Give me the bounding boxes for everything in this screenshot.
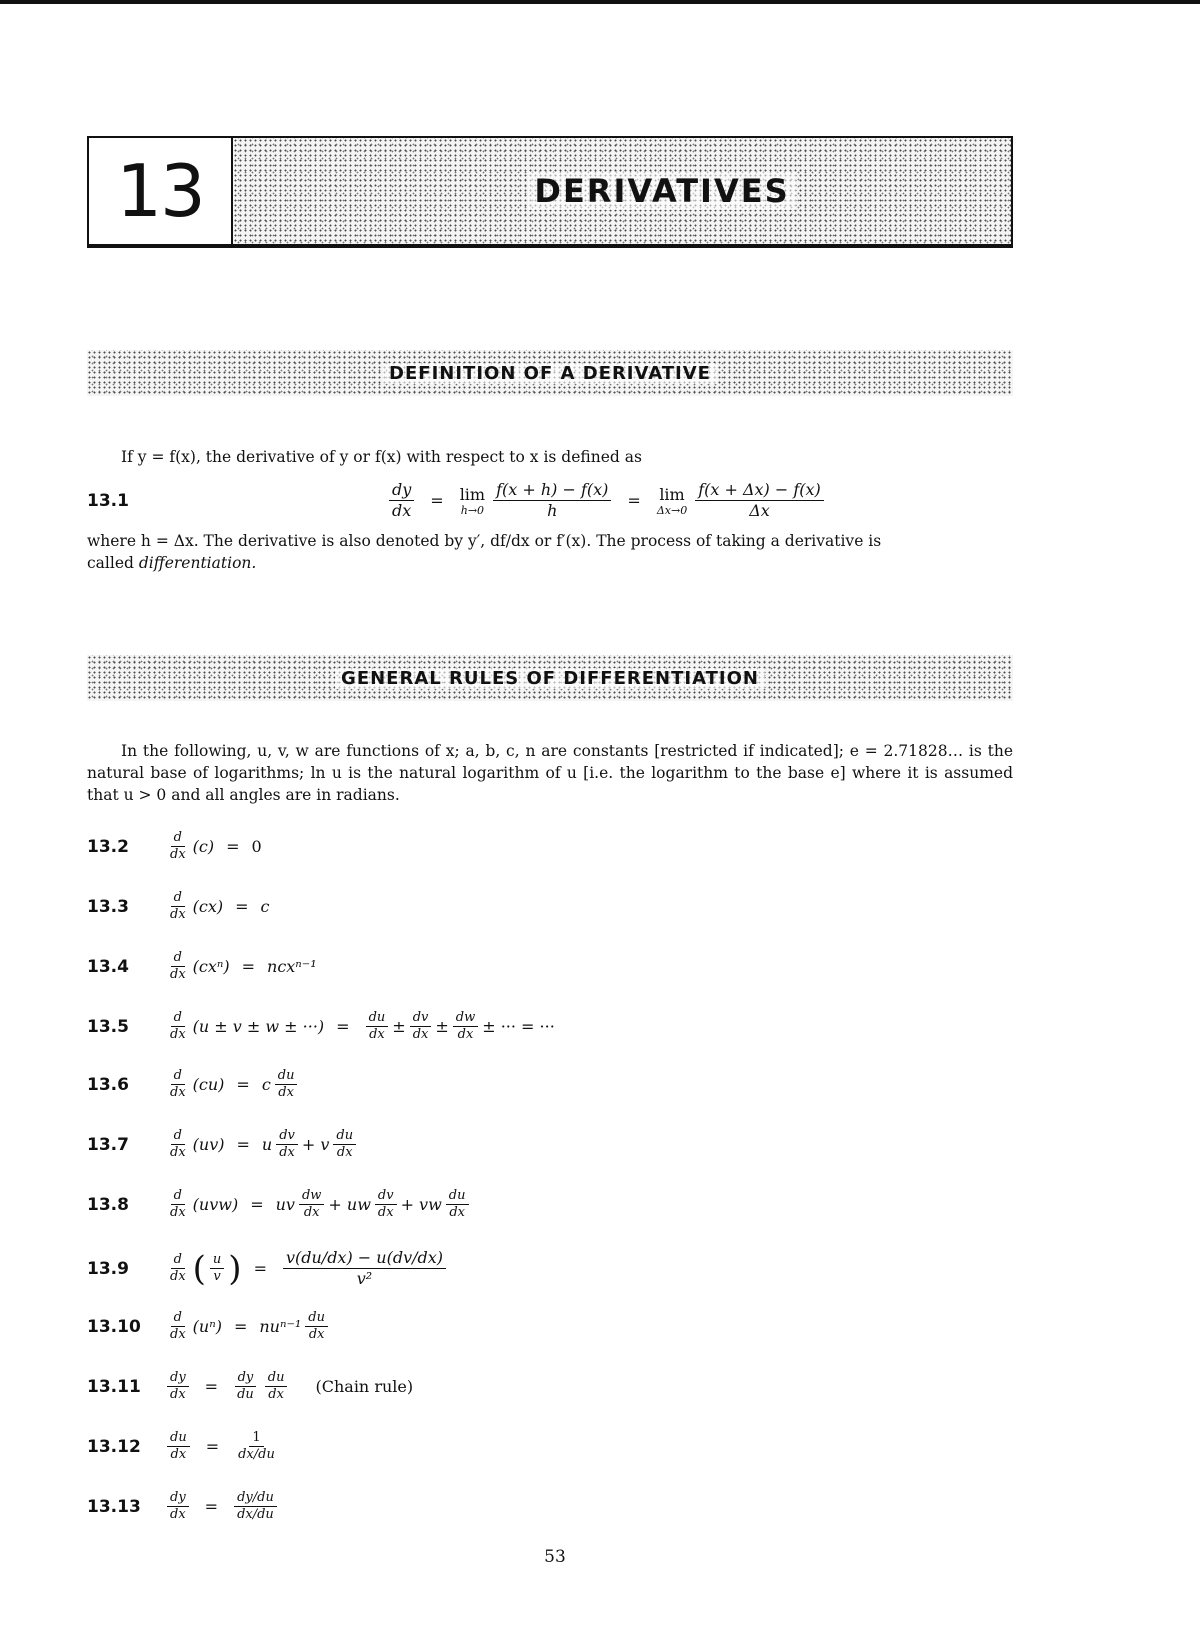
section-title-rules: GENERAL RULES OF DIFFERENTIATION (335, 668, 765, 689)
equation-13-3: 13.3 $\frac{d}{dx}$ (cx) = c (87, 890, 270, 922)
rules-intro: In the following, u, v, w are functions of x; a, b, c, n are constants [restricted if indicated]; e = 2.71828… is the natural base of logarithms; ln u is the natural logarithm of u [i.e. the logarithm to the base e] where it is assumed that u > 0 and all angles are in radians. (87, 742, 1013, 804)
top-rule (0, 0, 1200, 4)
equation-13-10: 13.10 $\frac{d}{dx}$ (uⁿ) = nuⁿ⁻¹ $\frac{du}{dx}$ (87, 1310, 332, 1343)
equation-13-8: 13.8 $\frac{d}{dx}$ (uvw) = uv $\frac{dw}{dx}$ + uw $\frac{dv}{dx}$ + vw $\frac{du}{dx}$ (87, 1188, 473, 1221)
equation-13-2: 13.2 $\frac{d}{dx}$ (c) = 0 (87, 830, 262, 862)
eq-number: 13.1 (87, 490, 129, 511)
equation-13-11: 13.11 $\frac{dy}{dx}$ = $\frac{dy}{du}$ $\frac{du}{dx}$ (Chain rule) (87, 1370, 414, 1402)
section-bar-rules (87, 655, 1013, 701)
chapter-number: 13 (87, 136, 233, 248)
equation-13-13: 13.13 $\frac{dy}{dx}$ = $\frac{dy/du}{dx/du}$ (87, 1490, 281, 1523)
equation-13-9: 13.9 $\frac{d}{dx}$ ( $\frac{u}{v}$ ) = $\frac{v(du/dx) - u(dv/dx)}{\text{v²}}$ (87, 1248, 450, 1289)
fraction: $\frac{f(x + \Delta x) - f(x)}{\Delta x}$ (695, 480, 824, 521)
fraction: $\frac{dy}{dx}$ (389, 480, 414, 521)
page-number: 53 (544, 1547, 566, 1567)
equation-13-1: 13.1 $\frac{dy}{dx}$ = lim h→0 $\frac{f(x + h) - f(x)}{h}$ = lim Δx→0 $\frac{f(x + \Delta x) - f(x)}{\Delta x}$ (87, 480, 828, 521)
equation-13-4: 13.4 $\frac{d}{dx}$ (cxⁿ) = ncxⁿ⁻¹ (87, 950, 317, 982)
fraction: $\frac{f(x + h) - f(x)}{h}$ (493, 480, 611, 521)
chapter-title: DERIVATIVES (528, 172, 795, 210)
equation-13-12: 13.12 $\frac{du}{dx}$ = $\frac{1}{dx/du}$ (87, 1430, 275, 1462)
chapter-title-box (233, 136, 1013, 248)
definition-intro: If y = f(x), the derivative of y or f(x) with respect to x is defined as (121, 448, 642, 466)
definition-after: where h = Δx. The derivative is also denoted by y′, df/dx or f′(x). The process of taking a derivative is called differentiation. (87, 532, 882, 572)
limit: lim Δx→0 (656, 484, 688, 517)
section-bar-definition (87, 350, 1013, 396)
equation-13-6: 13.6 $\frac{d}{dx}$ (cu) = c $\frac{du}{dx}$ (87, 1068, 301, 1101)
equation-13-5: 13.5 $\frac{d}{dx}$ (u ± v ± w ± ···) = $\frac{du}{dx}$ ± $\frac{dv}{dx}$ ± $\frac{dw}{dx}$ ± ··· = ··· (87, 1010, 555, 1042)
equation-13-7: 13.7 $\frac{d}{dx}$ (uv) = u $\frac{dv}{dx}$ + v $\frac{du}{dx}$ (87, 1128, 360, 1161)
chapter-header (87, 136, 1013, 246)
limit: lim h→0 (459, 484, 486, 517)
section-title-definition: DEFINITION OF A DERIVATIVE (383, 363, 717, 384)
